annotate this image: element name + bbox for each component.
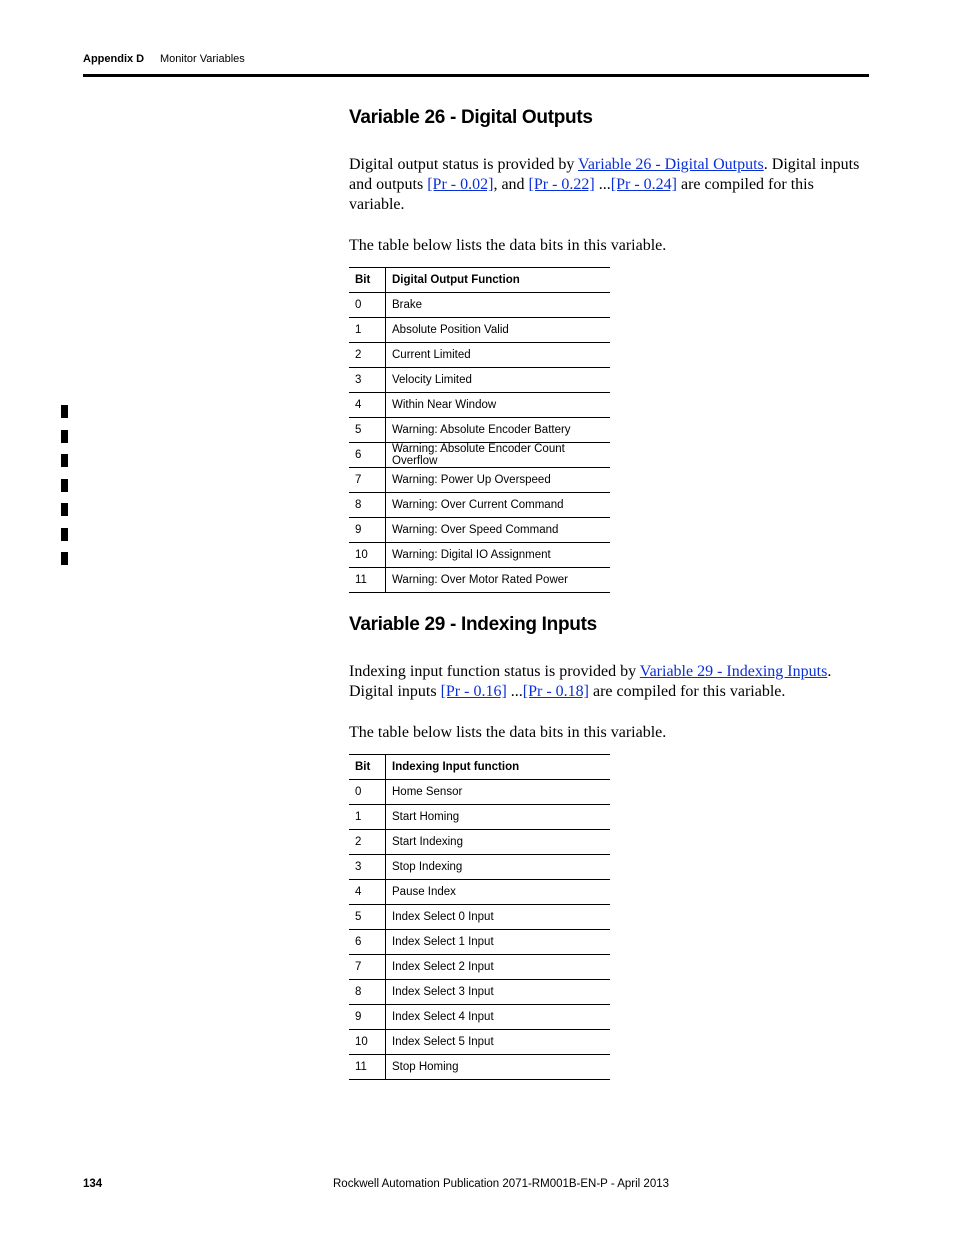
function-cell: Index Select 3 Input — [386, 980, 611, 1005]
column-header-bit: Bit — [349, 755, 386, 780]
section-indexing-inputs — [349, 612, 869, 1080]
table-row — [349, 343, 610, 368]
function-cell: Warning: Over Speed Command — [386, 518, 611, 543]
section-digital-outputs — [349, 105, 869, 593]
link-pr-0-24[interactable]: [Pr - 0.24] — [610, 176, 677, 193]
table-row — [349, 805, 610, 830]
indexing-input-table — [349, 754, 610, 1080]
intro-text: . Digital inputs — [349, 663, 832, 700]
bit-cell: 5 — [349, 418, 386, 443]
header-rule — [83, 74, 869, 77]
intro-text: are compiled for this variable. — [589, 683, 786, 700]
function-cell: Current Limited — [386, 343, 611, 368]
column-header-bit: Bit — [349, 268, 386, 293]
change-bars — [61, 405, 68, 577]
bit-cell: 7 — [349, 955, 386, 980]
change-bar — [61, 503, 68, 516]
table-header-row — [349, 268, 610, 293]
function-cell: Pause Index — [386, 880, 611, 905]
header-appendix: Appendix D — [83, 53, 145, 65]
bit-cell: 6 — [349, 930, 386, 955]
bit-cell: 8 — [349, 980, 386, 1005]
function-cell: Stop Indexing — [386, 855, 611, 880]
column-header-function: Indexing Input function — [386, 755, 611, 780]
link-variable-29[interactable]: Variable 29 - Indexing Inputs — [639, 663, 828, 680]
table-row — [349, 418, 610, 443]
table-row — [349, 368, 610, 393]
bit-cell: 4 — [349, 393, 386, 418]
function-cell: Start Indexing — [386, 830, 611, 855]
table-row — [349, 1005, 610, 1030]
table-row — [349, 443, 610, 468]
intro-text: , and — [493, 176, 529, 193]
column-header-function: Digital Output Function — [386, 268, 611, 293]
digital-output-table — [349, 267, 610, 593]
section-intro — [349, 662, 869, 702]
table-row — [349, 518, 610, 543]
function-cell: Velocity Limited — [386, 368, 611, 393]
function-cell: Warning: Digital IO Assignment — [386, 543, 611, 568]
function-cell: Home Sensor — [386, 780, 611, 805]
bit-cell: 0 — [349, 780, 386, 805]
page-number: 134 — [83, 1178, 103, 1190]
bit-cell: 0 — [349, 293, 386, 318]
table-row — [349, 905, 610, 930]
bit-cell: 1 — [349, 318, 386, 343]
link-pr-0-18[interactable]: [Pr - 0.18] — [522, 683, 589, 700]
publication-info: Rockwell Automation Publication 2071-RM001B-EN-P - April 2013 — [333, 1178, 670, 1190]
table-row — [349, 318, 610, 343]
function-cell: Warning: Over Current Command — [386, 493, 611, 518]
bit-cell: 9 — [349, 1005, 386, 1030]
table-row — [349, 568, 610, 593]
change-bar — [61, 454, 68, 467]
table-row — [349, 930, 610, 955]
function-cell: Start Homing — [386, 805, 611, 830]
table-row — [349, 855, 610, 880]
bit-cell: 11 — [349, 1055, 386, 1080]
link-pr-0-02[interactable]: [Pr - 0.02] — [427, 176, 494, 193]
function-cell: Stop Homing — [392, 1061, 459, 1073]
table-row — [349, 493, 610, 518]
table-row — [349, 393, 610, 418]
bit-cell: 5 — [349, 905, 386, 930]
function-cell: Index Select 0 Input — [386, 905, 611, 930]
link-pr-0-22[interactable]: [Pr - 0.22] — [528, 176, 595, 193]
table-row — [349, 980, 610, 1005]
table-row — [349, 468, 610, 493]
bit-cell: 10 — [349, 1030, 386, 1055]
change-bar — [61, 552, 68, 565]
bit-cell: 1 — [349, 805, 386, 830]
function-cell: Warning: Power Up Overspeed — [386, 468, 611, 493]
change-bar — [61, 479, 68, 492]
table-row — [349, 1055, 610, 1080]
table-row — [349, 830, 610, 855]
bit-cell: 3 — [349, 368, 386, 393]
function-cell: Index Select 5 Input — [386, 1030, 611, 1055]
function-cell: Warning: Absolute Encoder Battery — [386, 418, 611, 443]
function-cell: Index Select 4 Input — [386, 1005, 611, 1030]
bit-cell: 6 — [349, 443, 386, 468]
function-cell: Absolute Position Valid — [386, 318, 611, 343]
bit-cell: 11 — [349, 568, 386, 593]
intro-text: Digital output status is provided by — [349, 156, 579, 173]
link-variable-26[interactable]: Variable 26 - Digital Outputs — [578, 156, 764, 173]
change-bar — [61, 405, 68, 418]
header-title: Monitor Variables — [160, 53, 245, 65]
intro-text: ... — [506, 683, 523, 700]
bit-cell: 3 — [349, 855, 386, 880]
section-intro — [349, 155, 869, 215]
section-heading: Variable 26 - Digital Outputs — [349, 107, 593, 128]
change-bar — [61, 430, 68, 443]
function-cell: Warning: Over Motor Rated Power — [392, 574, 568, 586]
table-lead: The table below lists the data bits in this variable. — [349, 724, 667, 741]
link-pr-0-16[interactable]: [Pr - 0.16] — [440, 683, 507, 700]
function-cell: Brake — [386, 293, 611, 318]
table-row — [349, 293, 610, 318]
table-row — [349, 955, 610, 980]
table-row — [349, 1030, 610, 1055]
intro-text: Indexing input function status is provided by — [349, 663, 640, 680]
intro-text: ... — [594, 176, 611, 193]
table-header-row — [349, 755, 610, 780]
bit-cell: 7 — [349, 468, 386, 493]
bit-cell: 8 — [349, 493, 386, 518]
change-bar — [61, 528, 68, 541]
bit-cell: 2 — [349, 343, 386, 368]
table-lead: The table below lists the data bits in this variable. — [349, 237, 667, 254]
function-cell: Index Select 2 Input — [386, 955, 611, 980]
intro-text: . Digital inputs and outputs — [349, 156, 860, 193]
function-cell: Index Select 1 Input — [386, 930, 611, 955]
table-row — [349, 780, 610, 805]
table-row — [349, 543, 610, 568]
bit-cell: 4 — [349, 880, 386, 905]
bit-cell: 2 — [349, 830, 386, 855]
table-row — [349, 880, 610, 905]
intro-text: are compiled for this variable. — [349, 176, 814, 213]
function-cell: Within Near Window — [386, 393, 611, 418]
section-heading: Variable 29 - Indexing Inputs — [349, 614, 597, 635]
bit-cell: 10 — [349, 543, 386, 568]
function-cell: Warning: Absolute Encoder Count Overflow — [386, 443, 611, 468]
bit-cell: 9 — [349, 518, 386, 543]
